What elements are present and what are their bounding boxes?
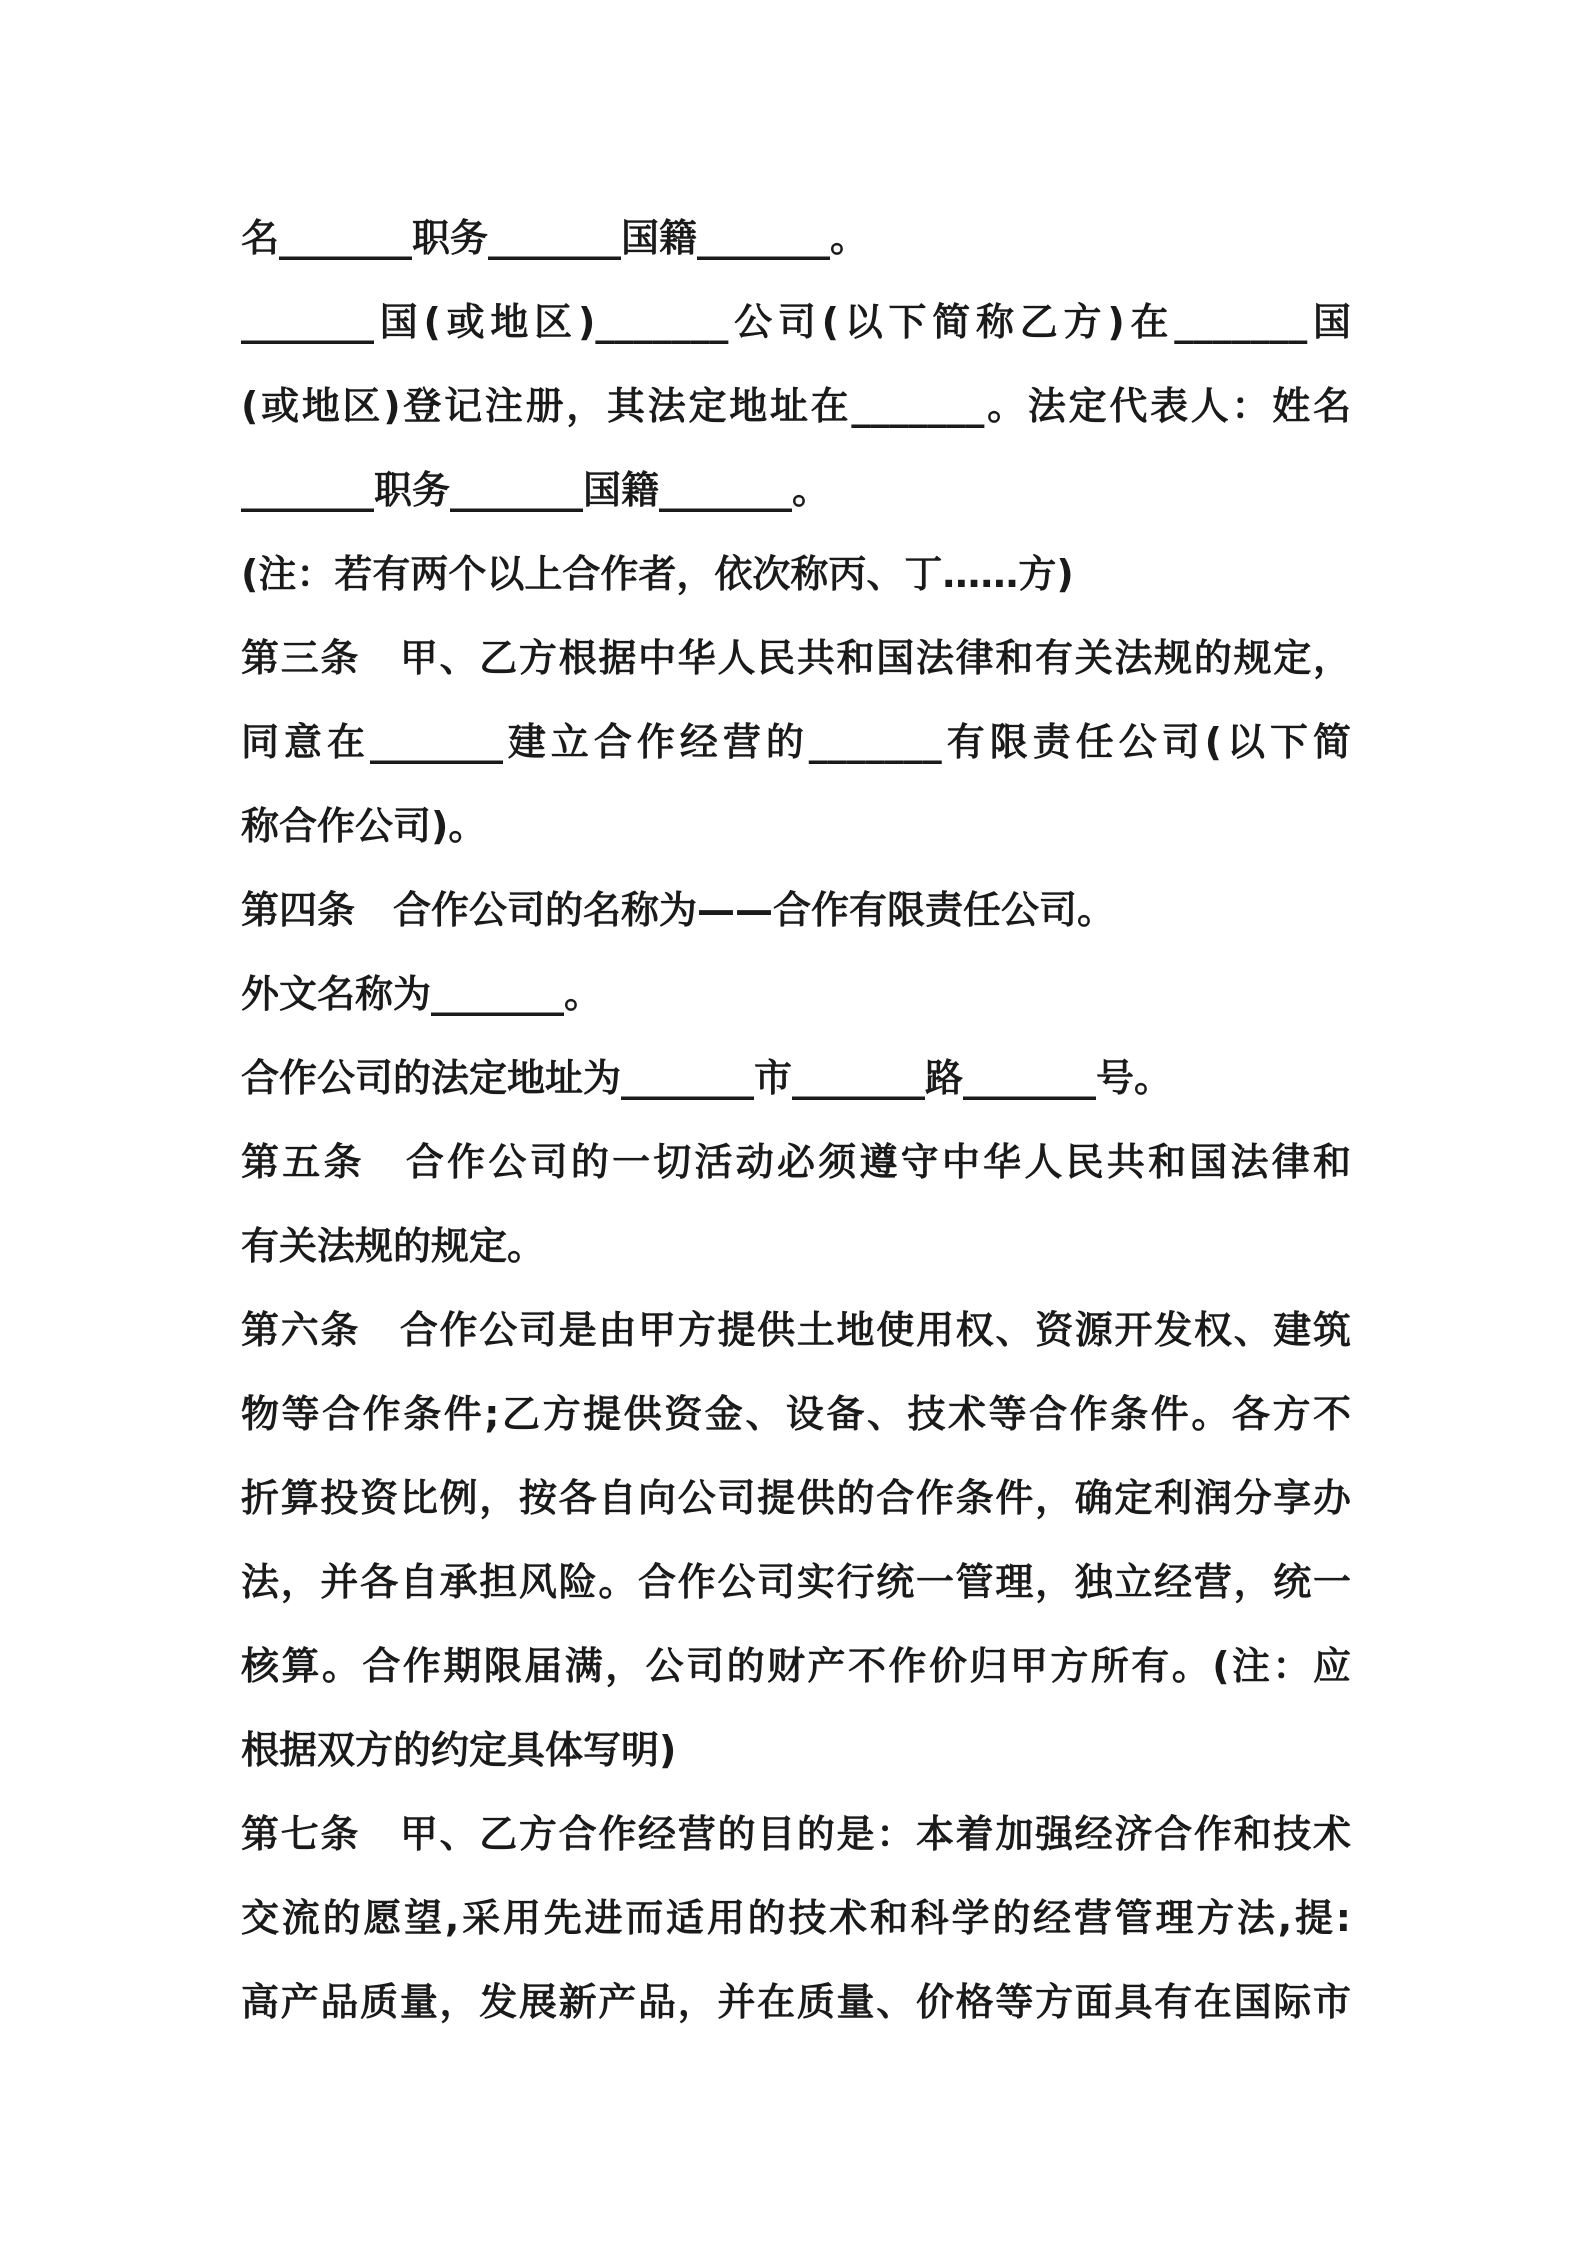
text-line: 根据双方的约定具体写明) (241, 1728, 677, 1772)
text-line: 法，并各自承担风险。合作公司实行统一管理，独立经营，统一 (241, 1560, 1351, 1604)
text-line: 同意在_______建立合作经营的_______有限责任公司(以下简 (241, 720, 1351, 764)
text-line: 名_______职务_______国籍_______。 (241, 216, 869, 260)
article-3-heading-line: 第三条 甲、乙方根据中华人民共和国法律和有关法规的规定， (241, 636, 1351, 680)
article-5-heading-line: 第五条 合作公司的一切活动必须遵守中华人民共和国法律和 (241, 1140, 1351, 1184)
article-7-heading-line: 第七条 甲、乙方合作经营的目的是：本着加强经济合作和技术 (241, 1812, 1351, 1856)
text-line: (注：若有两个以上合作者，依次称丙、丁……方) (241, 552, 1074, 596)
text-line: 称合作公司)。 (241, 804, 487, 848)
text-line: _______职务_______国籍_______。 (241, 468, 831, 512)
text-line: 有关法规的规定。 (241, 1224, 546, 1268)
text-line: 交流的愿望,采用先进而适用的技术和科学的经营管理方法,提: (241, 1896, 1351, 1940)
text-line: 高产品质量，发展新产品，并在质量、价格等方面具有在国际市 (241, 1980, 1351, 2024)
text-line: _______国(或地区)_______公司(以下简称乙方)在_______国 (241, 300, 1351, 344)
document-body (241, 196, 1351, 2044)
text-line: 外文名称为_______。 (241, 972, 603, 1016)
text-line: 核算。合作期限届满，公司的财产不作价归甲方所有。(注：应 (241, 1644, 1351, 1688)
text-line: 物等合作条件;乙方提供资金、设备、技术等合作条件。各方不 (241, 1392, 1351, 1436)
article-6-heading-line: 第六条 合作公司是由甲方提供土地使用权、资源开发权、建筑 (241, 1308, 1351, 1352)
text-line: 合作公司的法定地址为_______市_______路_______号。 (241, 1056, 1173, 1100)
text-line: 折算投资比例，按各自向公司提供的合作条件，确定利润分享办 (241, 1476, 1351, 1520)
text-line: (或地区)登记注册，其法定地址在_______。法定代表人：姓名 (241, 384, 1351, 428)
article-4-heading-line: 第四条 合作公司的名称为——合作有限责任公司。 (241, 888, 1116, 932)
